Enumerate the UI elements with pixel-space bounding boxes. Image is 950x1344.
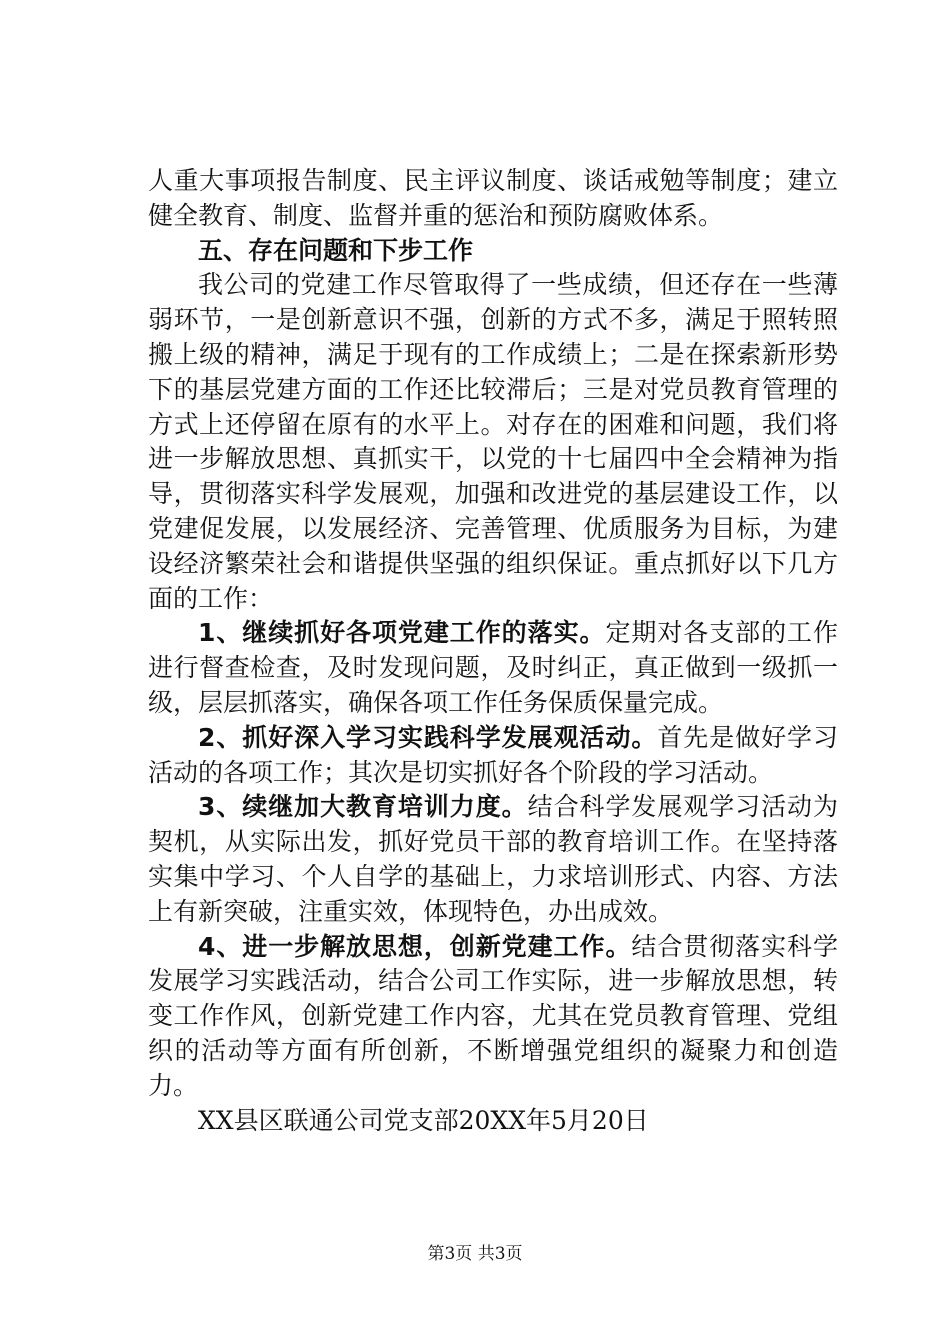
page-footer: 第3页 共3页 [427, 1244, 523, 1264]
section-heading: 五、存在问题和下步工作 [198, 235, 474, 265]
list-item [148, 930, 838, 1104]
item-lead: 2、抓好深入学习实践科学发展观活动。 [198, 722, 658, 752]
list-item [148, 790, 838, 929]
signature-line: XX县区联通公司党支部20XX年5月20日 [198, 1105, 649, 1135]
item-body: 定期对各支部的工作进行督查检查，及时发现问题，及时纠正，真正做到一级抓一级，层层抓落实，确保各项工作任务保质保量完成。 [148, 618, 838, 717]
item-lead: 1、继续抓好各项党建工作的落实。 [198, 618, 606, 648]
paragraph-intro: 我公司的党建工作尽管取得了一些成绩，但还存在一些薄弱环节，一是创新意识不强，创新的方式不多，满足于照转照搬上级的精神，满足于现有的工作成绩上；二是在探索新形势下的基层党建方面的工作还比较滞后；三是对党员教育管理的方式上还停留在原有的水平上。对存在的困难和问题，我们将进一步解放思想、真抓实干，以党的十七届四中全会精神为指导，贯彻落实科学发展观，加强和改进党的基层建设工作，以党建促发展，以发展经济、完善管理、优质服务为目标，为建设经济繁荣社会和谐提供坚强的组织保证。重点抓好以下几方面的工作： [148, 270, 838, 613]
document-body [148, 164, 838, 1138]
paragraph-continuation: 人重大事项报告制度、民主评议制度、谈话戒勉等制度；建立健全教育、制度、监督并重的惩治和预防腐败体系。 [148, 166, 838, 230]
item-lead: 4、进一步解放思想，创新党建工作。 [198, 931, 632, 961]
item-body: 结合贯彻落实科学发展学习实践活动，结合公司工作实际，进一步解放思想，转变工作作风，创新党建工作内容，尤其在党员教育管理、党组织的活动等方面有所创新，不断增强党组织的凝聚力和创造力。 [148, 931, 838, 1100]
list-item [148, 616, 838, 720]
item-body: 首先是做好学习活动的各项工作；其次是切实抓好各个阶段的学习活动。 [148, 722, 838, 787]
item-lead: 3、续继加大教育培训力度。 [198, 792, 528, 822]
item-body: 结合科学发展观学习活动为契机，从实际出发，抓好党员干部的教育培训工作。在坚持落实集中学习、个人自学的基础上，力求培训形式、内容、方法上有新突破，注重实效，体现特色，办出成效。 [148, 792, 838, 926]
list-item [148, 721, 838, 791]
